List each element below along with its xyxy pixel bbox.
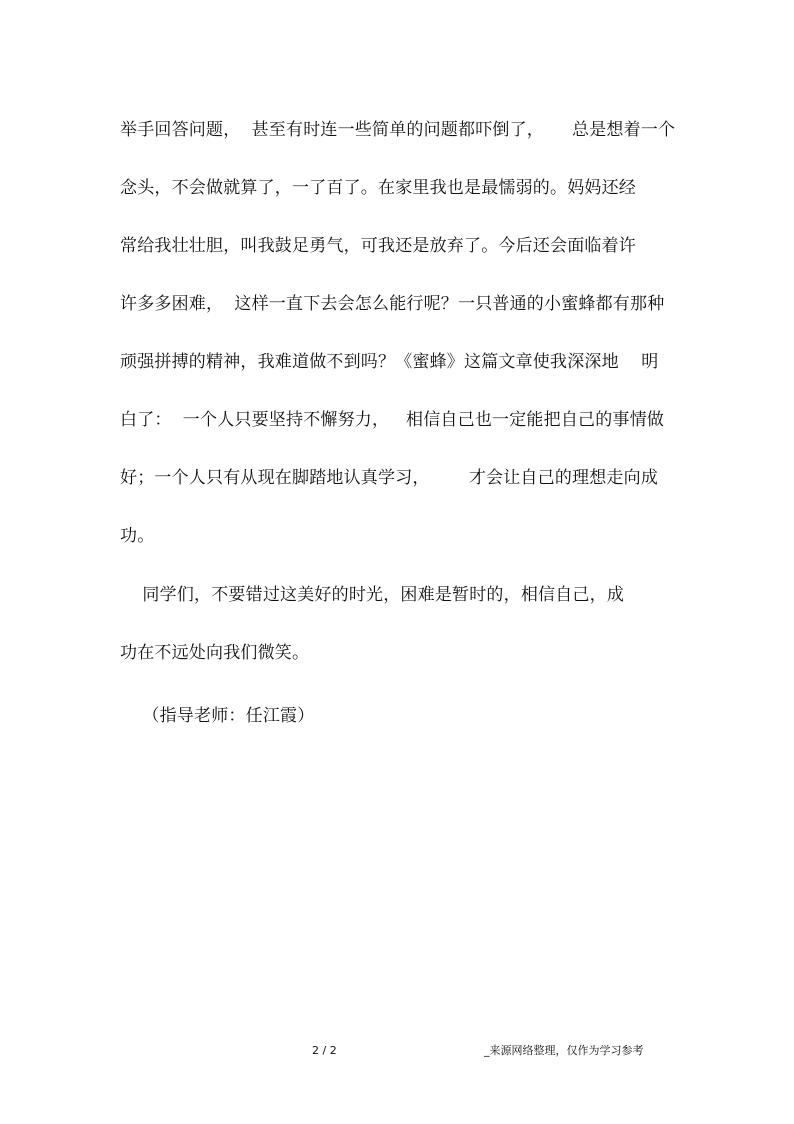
source-note: _来源网络整理，仅作为学习参考	[484, 1044, 644, 1057]
body-line-5: 顽强拼搏的精神，我难道做不到吗？《蜜蜂》这篇文章使我深深地 明	[120, 352, 659, 372]
body-line-9: 同学们，不要错过这美好的时光，困难是暂时的，相信自己，成	[120, 585, 625, 605]
page-number: 2 / 2	[312, 1044, 337, 1057]
body-line-6: 白了： 一个人只要坚持不懈努力， 相信自己也一定能把自己的事情做	[120, 410, 665, 430]
body-line-3: 常给我壮壮胆，叫我鼓足勇气，可我还是放弃了。今后还会面临着许	[120, 236, 636, 256]
body-line-1: 举手回答问题， 甚至有时连一些简单的问题都吓倒了， 总是想着一个	[120, 120, 676, 140]
body-line-10: 功在不远处向我们微笑。	[120, 643, 310, 663]
instructor-line: （指导老师：任江霞）	[120, 706, 315, 726]
body-line-7: 好；一个人只有从现在脚踏地认真学习， 才会让自己的理想走向成	[120, 468, 659, 488]
body-line-4: 许多多困难， 这样一直下去会怎么能行呢？一只普通的小蜜蜂都有那种	[120, 294, 665, 314]
body-line-8: 功。	[120, 526, 155, 546]
body-line-2: 念头，不会做就算了，一了百了。在家里我也是最懦弱的。妈妈还经	[120, 178, 636, 198]
